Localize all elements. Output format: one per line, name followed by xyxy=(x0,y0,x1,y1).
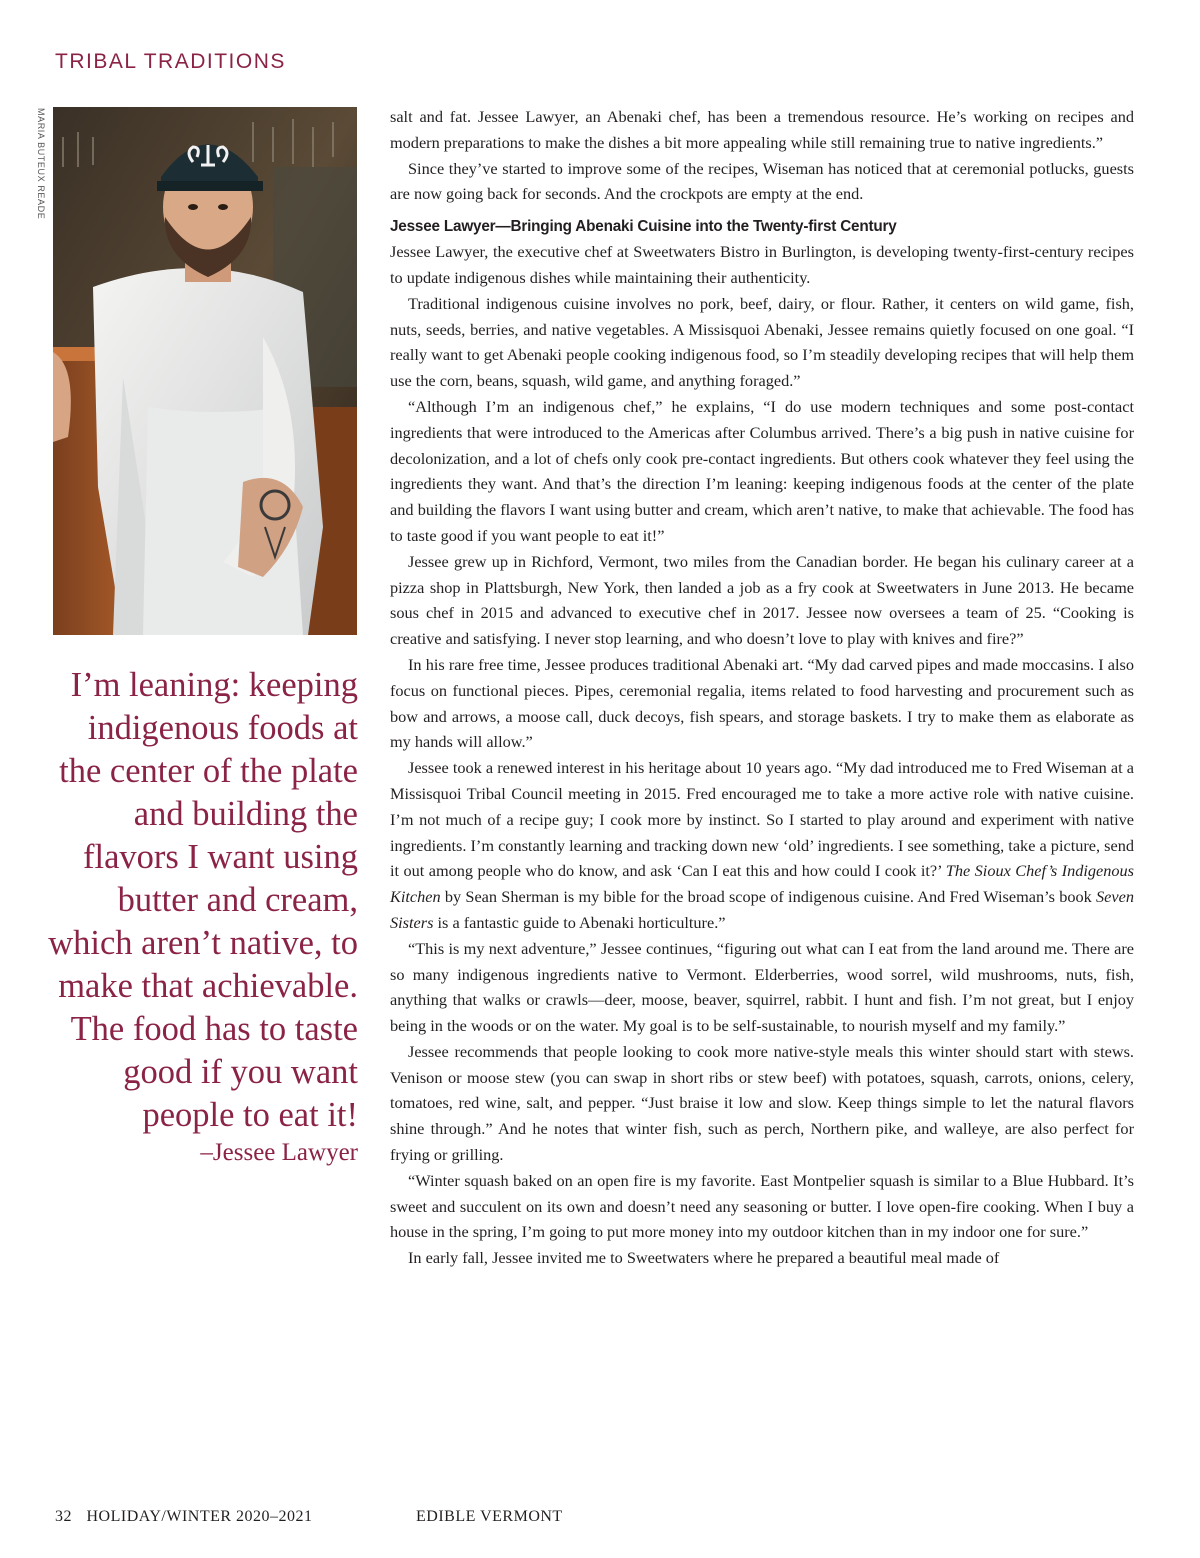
text-run: is a fantastic guide to Abenaki horticulture.” xyxy=(433,912,726,932)
pull-quote-line: people to eat it! xyxy=(142,1096,358,1134)
article-paragraph: “Winter squash baked on an open fire is my favorite. East Montpelier squash is similar to a Blue Hubbard. It’s sweet and succulent on its own and doesn’t need any seasoning or butter. I love open-fire cooking. When I buy a house in the spring, I’m going to put more money into my outdoor kitchen than in my indoor one for sure.” xyxy=(390,1170,1134,1242)
pull-quote-line: and building the xyxy=(133,795,358,833)
page-footer xyxy=(55,1508,563,1526)
section-heading: Jessee Lawyer—Bringing Abenaki Cuisine into the Twenty-first Century xyxy=(390,218,897,236)
pull-quote-line: The food has to taste xyxy=(70,1010,358,1048)
article-paragraph: “Although I’m an indigenous chef,” he explains, “I do use modern techniques and some post-contact ingredients that were introduced to the Americas after Columbus arrived. There’s a big push in native cuisine for decolonization, and a lot of chefs only cook pre-contact ingredients. But others cook whatever they feel using the ingredients they want. And that’s the direction I’m leaning: keeping indigenous foods at the center of the plate and building the flavors I want using butter and cream, which aren’t native, to make that achievable. The food has to taste good if you want people to eat it!” xyxy=(390,396,1134,545)
issue-label: HOLIDAY/WINTER 2020–2021 xyxy=(86,1508,313,1525)
book-title: Seven Sisters xyxy=(390,887,1134,932)
text-run: Jessee took a renewed interest in his heritage about 10 years ago. “My dad introduced me to Fred Wiseman at a Missisquoi Tribal Council meeting in 2015. Fred encouraged me to take a more active role with native cuisine. I’m not much of a recipe guy; I cook more by instinct. So I started to play around and experiment with native ingredients. I’m constantly learning and tracking down new ‘old’ ingredients. I see something, take a picture, send it out among people who do know, and ask ‘Can I eat this and how could I cook it?’ xyxy=(390,758,1134,881)
pull-quote-line: butter and cream, xyxy=(117,881,358,919)
chef-portrait-photo xyxy=(53,107,357,635)
article-paragraph: Jessee grew up in Richford, Vermont, two miles from the Canadian border. He began his culinary career at a pizza shop in Plattsburgh, New York, then landed a job as a fry cook at Sweetwaters in June 2013. He became sous chef in 2015 and advanced to executive chef in 2017. Jessee now oversees a team of 25. “Cooking is creative and satisfying. I never stop learning, and who doesn’t love to play with knives and fire?” xyxy=(390,551,1134,649)
pull-quote-line: make that achievable. xyxy=(58,967,358,1005)
article-paragraph: salt and fat. Jessee Lawyer, an Abenaki chef, has been a tremendous resource. He’s working on recipes and modern preparations to make the dishes a bit more appealing while still remaining true to native ingredients.” xyxy=(390,107,1134,152)
article-body xyxy=(390,104,1134,1271)
book-title: The Sioux Chef’s Indigenous Kitchen xyxy=(390,861,1134,907)
article-paragraph: Traditional indigenous cuisine involves no pork, beef, dairy, or flour. Rather, it centers on wild game, fish, nuts, seeds, berries, and native vegetables. A Missisquoi Abenaki, Jessee remains quietly focused on one goal. “I really want to get Abenaki people cooking indigenous food, so I’m steadily developing recipes that will help them use the corn, beans, squash, wild game, and anything foraged.” xyxy=(390,293,1134,391)
pull-quote xyxy=(40,664,358,1169)
article-paragraph: Jessee Lawyer, the executive chef at Sweetwaters Bistro in Burlington, is developing twenty-first-century recipes to update indigenous dishes while maintaining their authenticity. xyxy=(390,242,1134,287)
article-paragraph: Since they’ve started to improve some of the recipes, Wiseman has noticed that at ceremonial potlucks, guests are now going back for seconds. And the crockpots are empty at the end. xyxy=(390,158,1134,204)
pull-quote-attribution: –Jessee Lawyer xyxy=(200,1139,358,1166)
pull-quote-line: which aren’t native, to xyxy=(48,924,358,962)
pull-quote-line: good if you want xyxy=(123,1053,358,1091)
text-run: by Sean Sherman is my bible for the broad scope of indigenous cuisine. And Fred Wiseman’s book xyxy=(440,887,1097,907)
pull-quote-line: the center of the plate xyxy=(59,752,358,790)
article-paragraph: Jessee recommends that people looking to cook more native-style meals this winter should start with stews. Venison or moose stew (you can swap in short ribs or stew beef) with potatoes, squash, carrots, onions, celery, tomatoes, red wine, salt, and pepper. “Just braise it low and slow. Keep things simple to let the natural flavors shine through.” And he notes that winter fish, such as perch, Northern pike, and walleye, are also perfect for frying or grilling. xyxy=(390,1041,1134,1165)
pull-quote-line: flavors I want using xyxy=(83,838,358,876)
article-paragraph: In early fall, Jessee invited me to Sweetwaters where he prepared a beautiful meal made of xyxy=(408,1248,1000,1268)
pull-quote-line: I’m leaning: keeping xyxy=(70,666,358,704)
article-paragraph: “This is my next adventure,” Jessee continues, “figuring out what can I eat from the land around me. There are so many indigenous ingredients native to Vermont. Elderberries, wood sorrel, wild mushrooms, nuts, fish, anything that walks or crawls—deer, moose, beaver, squirrel, rabbit. I hunt and fish. I’m not great, but I enjoy being in the woods or on the water. My goal is to be self-sustainable, to nourish myself and my family.” xyxy=(390,938,1134,1036)
page-number: 32 xyxy=(55,1508,72,1525)
section-label: TRIBAL TRADITIONS xyxy=(55,50,286,73)
article-paragraph: In his rare free time, Jessee produces traditional Abenaki art. “My dad carved pipes and made moccasins. I also focus on functional pieces. Pipes, ceremonial regalia, items related to food harvesting and procurement such as bow and arrows, a moose call, duck decoys, fish spears, and storage baskets. I try to make them as elaborate as my hands will allow.” xyxy=(390,654,1134,752)
pull-quote-line: indigenous foods at xyxy=(87,709,358,747)
article-paragraph xyxy=(390,755,1134,936)
photo-credit: MARIA BUTEUX READE xyxy=(36,108,46,220)
magazine-name: EDIBLE VERMONT xyxy=(416,1508,563,1525)
